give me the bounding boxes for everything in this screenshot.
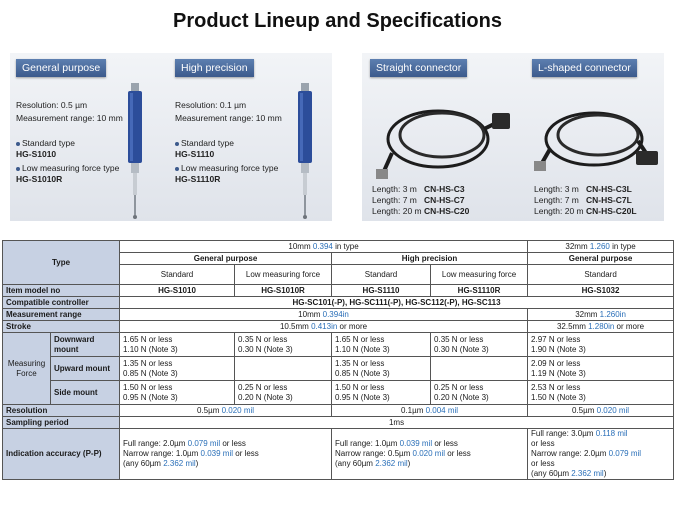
l-model-2: CN-HS-C7L [586, 195, 632, 205]
item-model-label: Item model no [3, 285, 120, 297]
bullet-icon [16, 167, 20, 171]
straight-len-2: Length: 7 m [372, 195, 417, 205]
downward-label: Downward mount [51, 333, 120, 357]
force-cell: 1.65 N or less 1.10 N (Note 3) [120, 333, 235, 357]
general-std-label: Standard type [22, 138, 75, 148]
l-model-1: CN-HS-C3L [586, 184, 632, 194]
force-cell: 2.97 N or less 1.90 N (Note 3) [528, 333, 674, 357]
bullet-icon [175, 142, 179, 146]
sensor-lineup-panel [10, 53, 332, 221]
force-cell: 1.35 N or less 0.85 N (Note 3) [332, 357, 431, 381]
standard-header-3: Standard [528, 265, 674, 285]
general-range: Measurement range: 10 mm [16, 113, 123, 123]
accuracy-cell: Full range: 2.0µm 0.079 mil or less Narrow range: 1.0µm 0.039 mil or less (any 60µm 2.362 mil) [120, 429, 332, 480]
tag-straight-connector: Straight connector [370, 59, 467, 77]
general-low-model: HG-S1010R [16, 174, 63, 184]
straight-len-3: Length: 20 m [372, 206, 422, 216]
controller-label: Compatible controller [3, 297, 120, 309]
force-cell: 1.50 N or less 0.95 N (Note 3) [332, 381, 431, 405]
general-std-model: HG-S1010 [16, 149, 57, 159]
page-title: Product Lineup and Specifications [173, 10, 502, 32]
high-std-model: HG-S1110 [175, 149, 215, 159]
type-10mm-cell: 10mm 0.394 in type [120, 241, 528, 253]
low-force-header-1: Low measuring force [235, 265, 332, 285]
model-cell: HG-S1032 [528, 285, 674, 297]
resolution-cell: 0.5µm 0.020 mil [120, 405, 332, 417]
range-10-cell: 10mm 0.394in [120, 309, 528, 321]
tag-l-shaped-connector: L-shaped connector [532, 59, 637, 77]
type-label: Type [3, 241, 120, 285]
stroke-label: Stroke [3, 321, 120, 333]
sampling-value: 1ms [120, 417, 674, 429]
bullet-icon [175, 167, 179, 171]
measuring-force-label: Measuring Force [3, 333, 51, 405]
resolution-cell: 0.1µm 0.004 mil [332, 405, 528, 417]
force-cell: 0.35 N or less 0.30 N (Note 3) [431, 333, 528, 357]
high-precision-header: High precision [332, 253, 528, 265]
sampling-label: Sampling period [3, 417, 120, 429]
spec-table [2, 240, 674, 480]
general-resolution: Resolution: 0.5 µm [16, 100, 88, 110]
tag-high-precision: High precision [175, 59, 254, 77]
high-resolution: Resolution: 0.1 µm [175, 100, 247, 110]
straight-cable-image [372, 83, 512, 183]
force-cell-empty [235, 357, 332, 381]
low-force-header-2: Low measuring force [431, 265, 528, 285]
bullet-icon [16, 142, 20, 146]
range-32-cell: 32mm 1.260in [528, 309, 674, 321]
accuracy-cell: Full range: 3.0µm 0.118 mil or less Narrow range: 2.0µm 0.079 mil or less (any 60µm 2.362 mil) [528, 429, 674, 480]
stroke-10-cell: 10.5mm 0.413in or more [120, 321, 528, 333]
high-low-label: Low measuring force type [181, 163, 279, 173]
straight-model-1: CN-HS-C3 [424, 184, 465, 194]
side-label: Side mount [51, 381, 120, 405]
standard-header-2: Standard [332, 265, 431, 285]
l-model-3: CN-HS-C20L [586, 206, 637, 216]
sensor-high-image [290, 81, 320, 221]
stroke-32-cell: 32.5mm 1.280in or more [528, 321, 674, 333]
force-cell: 2.09 N or less 1.19 N (Note 3) [528, 357, 674, 381]
straight-model-2: CN-HS-C7 [424, 195, 465, 205]
force-cell: 1.65 N or less 1.10 N (Note 3) [332, 333, 431, 357]
high-std-label: Standard type [181, 138, 234, 148]
standard-header-1: Standard [120, 265, 235, 285]
upward-label: Upward mount [51, 357, 120, 381]
model-cell: HG-S1010 [120, 285, 235, 297]
force-cell: 2.53 N or less 1.50 N (Note 3) [528, 381, 674, 405]
straight-len-1: Length: 3 m [372, 184, 417, 194]
general-purpose-header: General purpose [120, 253, 332, 265]
force-cell-empty [431, 357, 528, 381]
resolution-cell: 0.5µm 0.020 mil [528, 405, 674, 417]
l-len-3: Length: 20 m [534, 206, 584, 216]
type-32mm-cell: 32mm 1.260 in type [528, 241, 674, 253]
high-range: Measurement range: 10 mm [175, 113, 282, 123]
l-len-2: Length: 7 m [534, 195, 579, 205]
tag-general-purpose: General purpose [16, 59, 106, 77]
range-label: Measurement range [3, 309, 120, 321]
force-cell: 0.25 N or less 0.20 N (Note 3) [431, 381, 528, 405]
force-cell: 1.35 N or less 0.85 N (Note 3) [120, 357, 235, 381]
resolution-label: Resolution [3, 405, 120, 417]
model-cell: HG-S1110R [431, 285, 528, 297]
force-cell: 0.35 N or less 0.30 N (Note 3) [235, 333, 332, 357]
model-cell: HG-S1110 [332, 285, 431, 297]
force-cell: 1.50 N or less 0.95 N (Note 3) [120, 381, 235, 405]
connector-lineup-panel [362, 53, 664, 221]
controller-value: HG-SC101(-P), HG-SC111(-P), HG-SC112(-P), HG-SC113 [120, 297, 674, 309]
l-len-1: Length: 3 m [534, 184, 579, 194]
accuracy-label: Indication accuracy (P-P) [3, 429, 120, 480]
model-cell: HG-S1010R [235, 285, 332, 297]
straight-model-3: CN-HS-C20 [424, 206, 470, 216]
l-shaped-cable-image [532, 83, 662, 183]
high-low-model: HG-S1110R [175, 174, 221, 184]
sensor-general-image [120, 81, 150, 221]
general-purpose-32-header: General purpose [528, 253, 674, 265]
accuracy-cell: Full range: 1.0µm 0.039 mil or less Narrow range: 0.5µm 0.020 mil or less (any 60µm 2.362 mil) [332, 429, 528, 480]
force-cell: 0.25 N or less 0.20 N (Note 3) [235, 381, 332, 405]
general-low-label: Low measuring force type [22, 163, 120, 173]
